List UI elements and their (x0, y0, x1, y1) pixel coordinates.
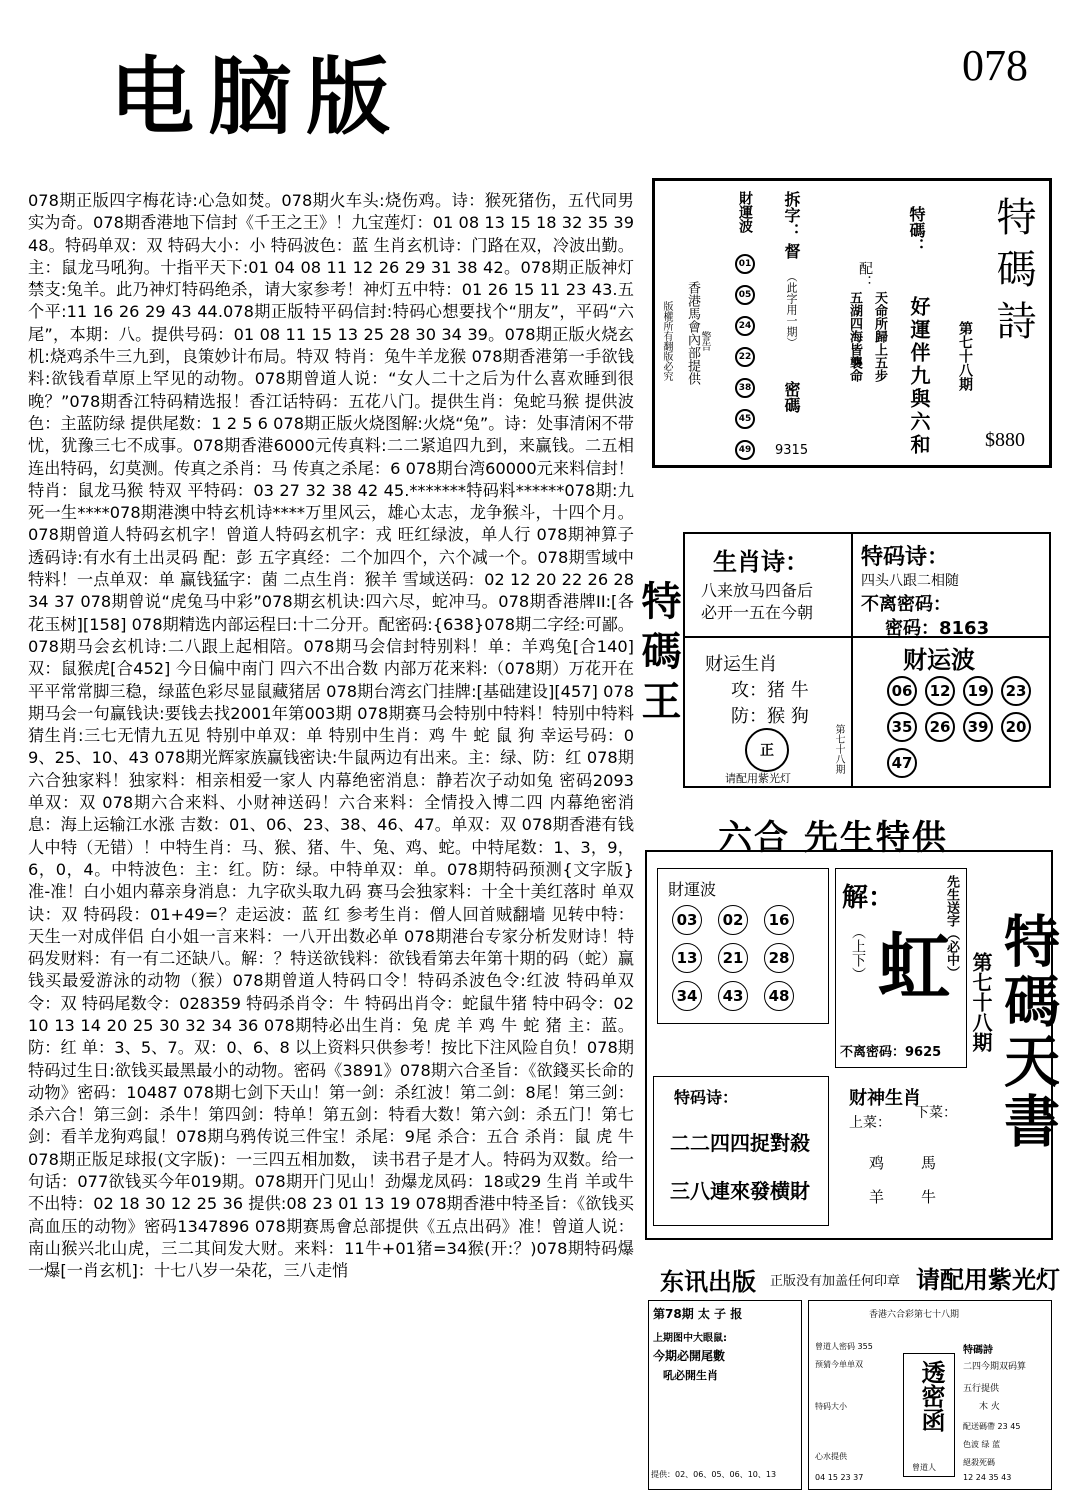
tianshu-title: 特碼天書 (995, 912, 1060, 1152)
pei-label: 配： (857, 261, 873, 289)
toumi-nums: 04 15 23 37 (815, 1473, 864, 1482)
ball: 45 (735, 409, 755, 429)
liuhe-box (645, 850, 1060, 1240)
jie-box (835, 868, 967, 1068)
rainbow-char: 虹 (878, 925, 951, 1009)
period-label: 第七十八期 (957, 321, 973, 391)
toumi-title-box (903, 1353, 955, 1477)
poem-line1: 二二四四捉對殺 (670, 1131, 810, 1155)
cyb-box (657, 868, 829, 1024)
pei-line2: 五湖四海皆襲命 (847, 291, 862, 382)
sx-line1: 八来放马四备后 (701, 581, 814, 600)
toumi-r8: 12 24 35 43 (963, 1473, 1012, 1482)
ball: 43 (718, 981, 748, 1011)
wave-balls (887, 676, 1047, 778)
ball: 24 (735, 316, 755, 336)
tema-poem-title: 特码诗： (674, 1088, 739, 1107)
sx-title: 生肖诗： (713, 548, 809, 576)
tm-code: 密码：8163 (885, 618, 990, 639)
buli-code: 不离密码：9625 (840, 1045, 942, 1060)
tema-verse: 好運伴九與六和 (907, 296, 931, 457)
taizi-title: 第78期 太 子 报 (653, 1307, 743, 1321)
sx-line2: 必开一五在今朝 (701, 603, 814, 622)
tm-line1: 四头八跟二相随 (861, 573, 959, 589)
csx-a1: 鸡 (869, 1154, 885, 1172)
jie-label: 解： (842, 883, 895, 913)
ball: 39 (963, 712, 993, 742)
cy-attack: 攻：猪 牛 (731, 680, 809, 701)
period-vertical: 第七十八期 (833, 724, 844, 774)
tema-label: 特碼： (907, 206, 926, 254)
toumi-r5: 配送碼帶 23 45 (963, 1422, 1021, 1431)
uv-footer: 请配用紫光灯 (916, 1266, 1060, 1294)
issue-number: 078 (962, 41, 1028, 90)
cy-title: 财运生肖 (705, 654, 777, 675)
king-box (683, 532, 1051, 788)
stamp-text: 正 (760, 743, 774, 759)
ball: 23 (1001, 676, 1031, 706)
toumi-r1: 特碼詩 (963, 1345, 993, 1356)
toumi-r6: 色波 绿 蓝 (963, 1440, 1001, 1449)
ball: 16 (764, 905, 794, 935)
toumi-r3: 五行提供 (963, 1384, 1000, 1394)
ball: 21 (718, 943, 748, 973)
csx-up: 上菜： (849, 1115, 891, 1131)
chaizi-note: （此字用一期） (785, 271, 798, 348)
chaizi-char: 督 (782, 243, 801, 259)
toumi-l3: 特码大小 (815, 1402, 847, 1411)
ball: 28 (764, 943, 794, 973)
ball: 48 (764, 981, 794, 1011)
liuhe-banner: 六合 先生特供 (718, 818, 948, 858)
toumi-r7: 絕殺死碼 (963, 1458, 995, 1467)
price-label: $880 (985, 429, 1025, 451)
taizi-line3: 吼必開生肖 (663, 1369, 718, 1382)
ball: 06 (887, 676, 917, 706)
ball: 34 (672, 981, 702, 1011)
taizi-provide: 提供：02、06、05、06、10、13 (651, 1470, 777, 1479)
toumi-title: 透密函 (917, 1360, 945, 1432)
poem-big-title: 特碼詩 (990, 196, 1036, 352)
poem-line2: 三八連來發横財 (670, 1179, 810, 1203)
caiyunbo-label: 財運波 (737, 191, 753, 233)
ball: 01 (735, 254, 755, 274)
jie-paren: （上下） (850, 925, 866, 981)
poem-inner-box (653, 1076, 829, 1226)
page-title: 电脑版 (110, 47, 405, 146)
csx-down: 下菜： (915, 1105, 957, 1121)
caiyunbo-balls (735, 251, 757, 460)
publisher-label: 东讯出版 (660, 1268, 756, 1296)
ball: 47 (887, 748, 917, 778)
sensei-label: 先生送字（必中） (944, 875, 959, 979)
cyb-title: 財運波 (668, 880, 717, 899)
ball: 19 (963, 676, 993, 706)
ball: 35 (887, 712, 917, 742)
ball: 03 (672, 905, 702, 935)
csx-b1: 馬 (921, 1154, 937, 1172)
ball: 05 (735, 285, 755, 305)
pei-line1: 天命所歸上五步 (872, 291, 887, 382)
csx-b2: 牛 (921, 1188, 937, 1206)
toumi-l1: 曾道人密码 355 (815, 1342, 873, 1351)
csx-a2: 羊 (869, 1188, 885, 1206)
cy-defend: 防：猴 狗 (731, 706, 809, 727)
code-label: 密碼 (782, 381, 801, 413)
ball: 20 (1001, 712, 1031, 742)
tm-title: 特码诗： (861, 545, 950, 570)
toumi-box (808, 1300, 1052, 1490)
tm-line2: 不离密码： (861, 594, 951, 615)
tema-poem-box (652, 178, 1052, 468)
code-number: 9315 (775, 443, 809, 458)
toumi-header: 香港六合彩第七十八期 (869, 1310, 960, 1320)
wave-title: 财运波 (903, 646, 975, 674)
toumi-r2: 二四今期双码算 (963, 1362, 1027, 1372)
ball: 13 (672, 943, 702, 973)
chaizi-label: 拆字： (782, 191, 801, 239)
taizi-box (648, 1300, 802, 1490)
stamp-seal (745, 728, 789, 772)
ball: 38 (735, 378, 755, 398)
toumi-r4: 木 火 (979, 1402, 1000, 1412)
taizi-line1: 上期图中大眼鼠: (653, 1333, 727, 1344)
source-note: 香港馬會內部提供 (685, 281, 700, 385)
toumi-l2: 预猜今单单双 (815, 1360, 863, 1369)
taizi-line2: 今期必開尾數 (653, 1349, 726, 1363)
article-body: 078期正版四字梅花诗:心急如焚。078期火车头:烧伤鸡。诗：猴死猪伤，五代同男实为奇。078期香港地下信封《千王之王》！九宝莲灯：01 08 13 15 18 32 35 39 48。特码单双：双 特码大小：小 特码波色：蓝 生肖玄机诗：门路在双，冷波出勤。主：鼠龙马吼狗。十指平天下:01 04 08 11 12 26 29 31 38 42。078期正版神灯禁支:兔羊。此乃神灯特码绝杀，请大家参考！神灯五中特：01 26 15 11 23 43.五个平:11 16 26 29 43 44.078期正版特平码信封:特码心想要找个“朋友”，平码“六尾”，本期：八。提供号码：01 08 11 15 13 25 28 30 34 39。078期正版火烧玄机:烧鸡杀牛三九到，良策妙计布局。特双 特肖：兔牛羊龙猴 078期香港第一手欲钱料:欲钱看草原上罕见的动物。078期曾道人说：“女人二十之后为什么喜欢睡到很晚？”078期香江特码精选报！香江话特码：五花八门。提供生肖：兔蛇马猴 提供波色：主蓝防绿 提供尾数：1 2 5 6 078期正版火烧图解:火烧“兔”。诗：处事清闲不带忧，犹豫三七不成事。078期香港6000元传真料:二二紧追四九到，来赢钱。二五相连出特码，幻莫测。传真之杀肖：马 传真之杀尾：6 078期台湾60000元来料信封！特肖：鼠龙马猴 特双 平特码：03 27 32 38 42 45.*******特码料******078期:九死一生****078期港澳中特玄机诗****万里风云，雄心太志，龙争猴斗，十四个月。078期曾道人特码玄机字！曾道人特码玄机字：戎 旺红绿波，单人行 078期神算子透码诗:有水有土出灵码 配：彭 五字真经：二个加四个，六个减一个。078期雪域中特料！一点单双：单 赢钱猛字：菌 二点生肖：猴羊 雪域送码：02 12 20 22 26 28 34 37 078期曾说“虎兔马中彩”078期玄机诀:四六尽，蛇冲马。078期香港牌II:[各花玉树][158] 078期精选内部运程曰:十二分开。配密码:{638}078期二字经:可鄙。078期马会玄机诗:二八跟上起相陪。078期马会信封特别料！单：羊鸡兔[合140] 双：鼠猴虎[合452] 今日偏中南门 四六不出合数 内部万花来料:（078期）万花开在平平常常脚三稳，绿蓝色彩尽显鼠藏猪居 078期台湾玄门挂牌:[基础建设][457] 078期马会一句赢钱诀:要钱去找2001年第003期 078期赛马会特别中特料！特别中特料猜生肖:三七无情九五见 特别中单双：单 特别中生肖：鸡 牛 蛇 鼠 狗 幸运号码：09、25、10、43 078期光辉家族赢钱密诀:牛鼠两边有出来。主：绿、防：红 078期六合独家料！独家料：相亲相爱一家人 内幕绝密消息：静若次子动如兔 密码2093 单双：双 078期六合来料、小财神送码！六合来料：全情投入博二四 内幕绝密消息：海上运输江水涨 吉数：01、06、23、38、46、47。单双：双 078期香港有钱人中特（无错）！中特生肖：马、猴、猪、牛、兔、鸡、蛇。中特尾数：1、3，9，6，0，4。中特波色：主：红。防：绿。中特单双：单。078期特码预测{文字版}准-准！白小姐内幕亲身消息：九字砍头取九码 赛马会独家料：十全十美红落时 单双诀：双 特码段：01+49=？走运波：蓝 红 参考生肖：僧人回首贼翻墙 见转中特：天生一对成伴侣 白小姐一言来料：一八开出数必单 078期港台专家分析发财诗！特码发财料：有一有二还缺八。解：？特送欲钱料：欲钱看第去年第十期的码（蛇）赢钱买最爱游泳的动物（猴）078期曾道人特码口令！特码杀波色令:红波 特码单双令：双 特码尾数令：028359 特码杀肖令：牛 特码出肖令：蛇鼠牛猪 特中码令：02 10 13 14 20 25 30 32 34 36 078期特必出生肖：兔 虎 羊 鸡 牛 蛇 猪 主：蓝。防：红 单：3、5、7。双：0、6、8 以上资料只供参考！按比下注风险自负！078期特码过生日:欲钱买最黑最小的动物。密码《3891》078期六合圣旨：《欲錢买长命的动物》密码：10487 078期七剑下天山！第一剑：杀红波！第二剑：8尾！第三剑：杀六合！第三剑：杀牛！第四剑：特单！第五剑：特看大数！第六剑：杀五门！第七剑：看羊龙狗鸡鼠！078期乌鸦传说三件宝！杀尾：9尾 杀合：五合 杀肖：鼠 虎 牛 078期正版足球报(文字版)：一三四五相加数， 读书君子是才人。特码为双数。给一句话：077欲钱买今年019期。078期开门见山！劲爆龙凤码：18或29 生肖 羊或牛 不出特：02 18 30 12 25 36 提供:08 23 01 13 19 078期香港中特圣旨：《欲钱买高血压的动物》密码1347896 078期赛馬會总部提供《五点出码》准！曾道人说：南山猴兴北山虎，三二其间发大财。来料：11牛+01猪=34猴(开:？)078期特码爆一爆[一肖玄机]：十七八岁一朵花，三八走悄 (28, 191, 634, 1281)
tianshu-period: 第七十八期 (969, 952, 993, 1052)
toumi-l4: 心水提供 (815, 1452, 847, 1461)
uv-note: 请配用紫光灯 (725, 772, 791, 785)
ball: 26 (925, 712, 955, 742)
ball: 02 (718, 905, 748, 935)
ball: 49 (735, 440, 755, 460)
cyb-balls (672, 905, 822, 1011)
toumi-who: 曾道人 (912, 1463, 936, 1472)
csx-title: 财神生肖 (849, 1088, 921, 1109)
ball: 12 (925, 676, 955, 706)
copyright-note: 版權所有翻版必究 (661, 301, 672, 381)
king-side-title: 特碼王 (635, 580, 681, 730)
copyright-stamp-note: 正版没有加盖任何印章 (770, 1274, 901, 1289)
ball: 22 (735, 347, 755, 367)
warn-char: 警告 (699, 331, 710, 351)
